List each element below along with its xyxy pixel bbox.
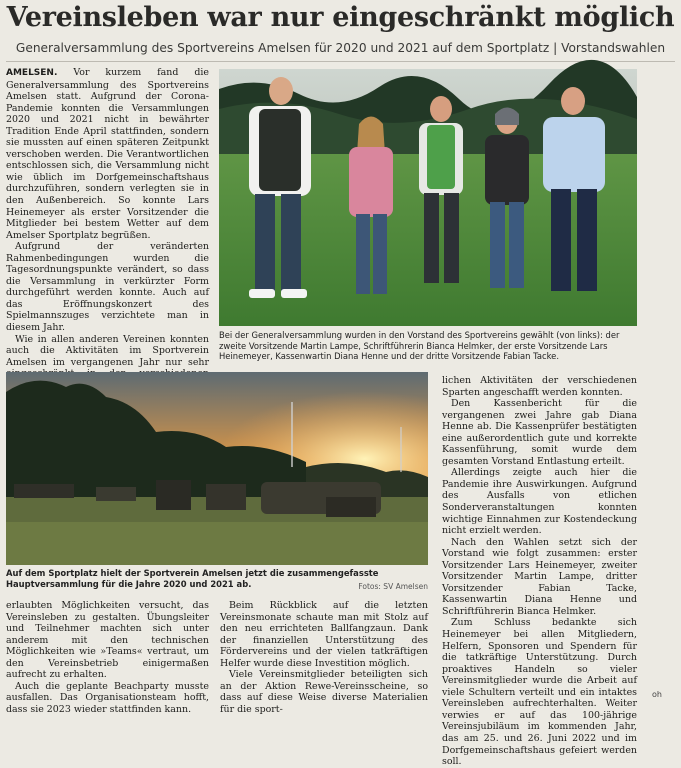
- article-headline: Vereinsleben war nur eingeschränkt möglich: [6, 2, 675, 33]
- meeting-photo-caption: Auf dem Sportplatz hielt der Sportverein Amelsen jetzt die zusammengefasste Hauptversammlung für die Jahre 2020 und 2021 ab.: [6, 568, 379, 589]
- paragraph: Aufgrund der veränderten Rahmenbedingungen wurden die Tagesordnungspunkte verändert, so dass die Versammlung in verkürzter Form durchgeführt werden konnte. Auch auf das Eröffnungskonzert des Spielmannszuges verzichtete man in diesem Jahr.: [6, 241, 209, 334]
- article-column-bottom-2: [220, 600, 428, 715]
- paragraph: Auch die geplante Beachparty musste ausfallen. Das Organisationsteam hofft, dass sie 2023 wieder stattfinden kann.: [6, 680, 209, 715]
- author-mark: oh: [652, 690, 662, 699]
- paragraph: erlaubten Möglichkeiten versucht, das Vereinsleben zu gestalten. Übungsleiter und Teilnehmer machten sich unter anderem mit den technischen Möglichkeiten wie »Teams« vertraut, um den Vereinsbetrieb einigermaßen aufrecht zu erhalten.: [6, 600, 209, 681]
- meeting-sunset-photo: [6, 372, 428, 565]
- paragraph: Den Kassenbericht für die vergangenen zwei Jahre gab Diana Henne ab. Die Kassenprüfer bestätigten eine außerordentlich gute und korrekte Kassenführung, somit wurde dem gesamten Vorstand Entlastung erteilt.: [442, 398, 637, 467]
- paragraph: Wie in allen anderen Vereinen konnten auch die Aktivitäten im Sportverein Amelsen im vergangenen Jahr nur sehr: [6, 333, 209, 368]
- paragraph: Nach den Wahlen setzt sich der Vorstand wie folgt zusammen: erster Vorsitzender Lars Heinemeyer, zweiter Vorsitzender Martin Lampe, dritter Vorsitzender Fabian Tacke, Kassenwartin Diana Henne und Schriftführerin Bianca Helmker.: [442, 536, 637, 617]
- board-photo-caption: Bei der Generalversammlung wurden in den Vorstand des Sportvereins gewählt (von links): der zweite Vorsitzende Martin Lampe, Schriftführerin Bianca Helmker, der erste Vorsitzende Lars Heinemeyer, Kassenwartin Diana Henne und der dritte Vorsitzende Fabian Tacke.: [219, 330, 620, 362]
- paragraph: Allerdings zeigte auch hier die Pandemie ihre Auswirkungen. Aufgrund des Ausfalls von etlichen Sonderveranstaltungen konnten wichtige Einnahmen zur Kostendeckung nicht erzielt werden.: [442, 467, 637, 537]
- article-subheadline: Generalversammlung des Sportvereins Amelsen für 2020 und 2021 auf dem Sportplatz | Vorstandswahlen: [15, 41, 666, 55]
- header-divider: [6, 61, 675, 62]
- paragraph: Viele Vereinsmitglieder beteiligten sich an der Aktion Rewe-Vereinsscheine, so dass auf diese Weise diverse Materialien für die sport-: [220, 669, 428, 715]
- article-column-3: [442, 375, 637, 768]
- dateline: AMELSEN.: [6, 68, 58, 78]
- paragraph: Zum Schluss bedankte sich Heinemeyer bei allen Mitgliedern, Helfern, Sponsoren und Spendern für die tatkräftige Unterstützung. Durch proaktives Handeln so vieler Vereinsmitglieder wurde die Arbeit auf viele Schultern verteilt und ein intaktes Vereinsleben aufrechterhalten. Weiter verwies er auf das 100-jährige Vereinsjubiläum im kommenden Jahr, das am 25. und 26. Juni 2022 und im Dorfgemeinschaftshaus gefeiert werden soll.: [442, 617, 637, 768]
- paragraph: lichen Aktivitäten der verschiedenen Sparten angeschafft werden konnten.: [442, 375, 637, 398]
- article-column-1: [6, 67, 209, 369]
- article-column-bottom-1: [6, 600, 209, 715]
- paragraph: AMELSEN. Vor kurzem fand die Generalversammlung des Sportvereins Amelsen statt. Aufgrund der Corona-Pandemie konnten die Versammlungen 2020 und 2021 nicht in bewährter Tradition Ende April stattfinden, sondern sie mussten auf einen späteren Zeitpunkt verschoben werden. Die Verantwortlichen entschlossen sich, die Versammlung nicht wie üblich im Dorfgemeinschaftshaus durchzuführen, sondern verlegten sie in den Außenbereich. So konnte Lars Heinemeyer als erster Vorsitzender die Mitglieder bei bestem Wetter auf dem Amelser Sportplatz begrüßen.: [6, 67, 210, 241]
- board-members-photo: [219, 69, 637, 326]
- paragraph: Beim Rückblick auf die letzten Vereinsmonate schaute man mit Stolz auf den neu errichteten Ballfangzaun. Dank der finanziellen Unterstützung des Fördervereins und der vielen tatkräftigen Helfer wurde diese Investition möglich.: [220, 600, 428, 669]
- photo-credit: Fotos: SV Amelsen: [358, 582, 428, 591]
